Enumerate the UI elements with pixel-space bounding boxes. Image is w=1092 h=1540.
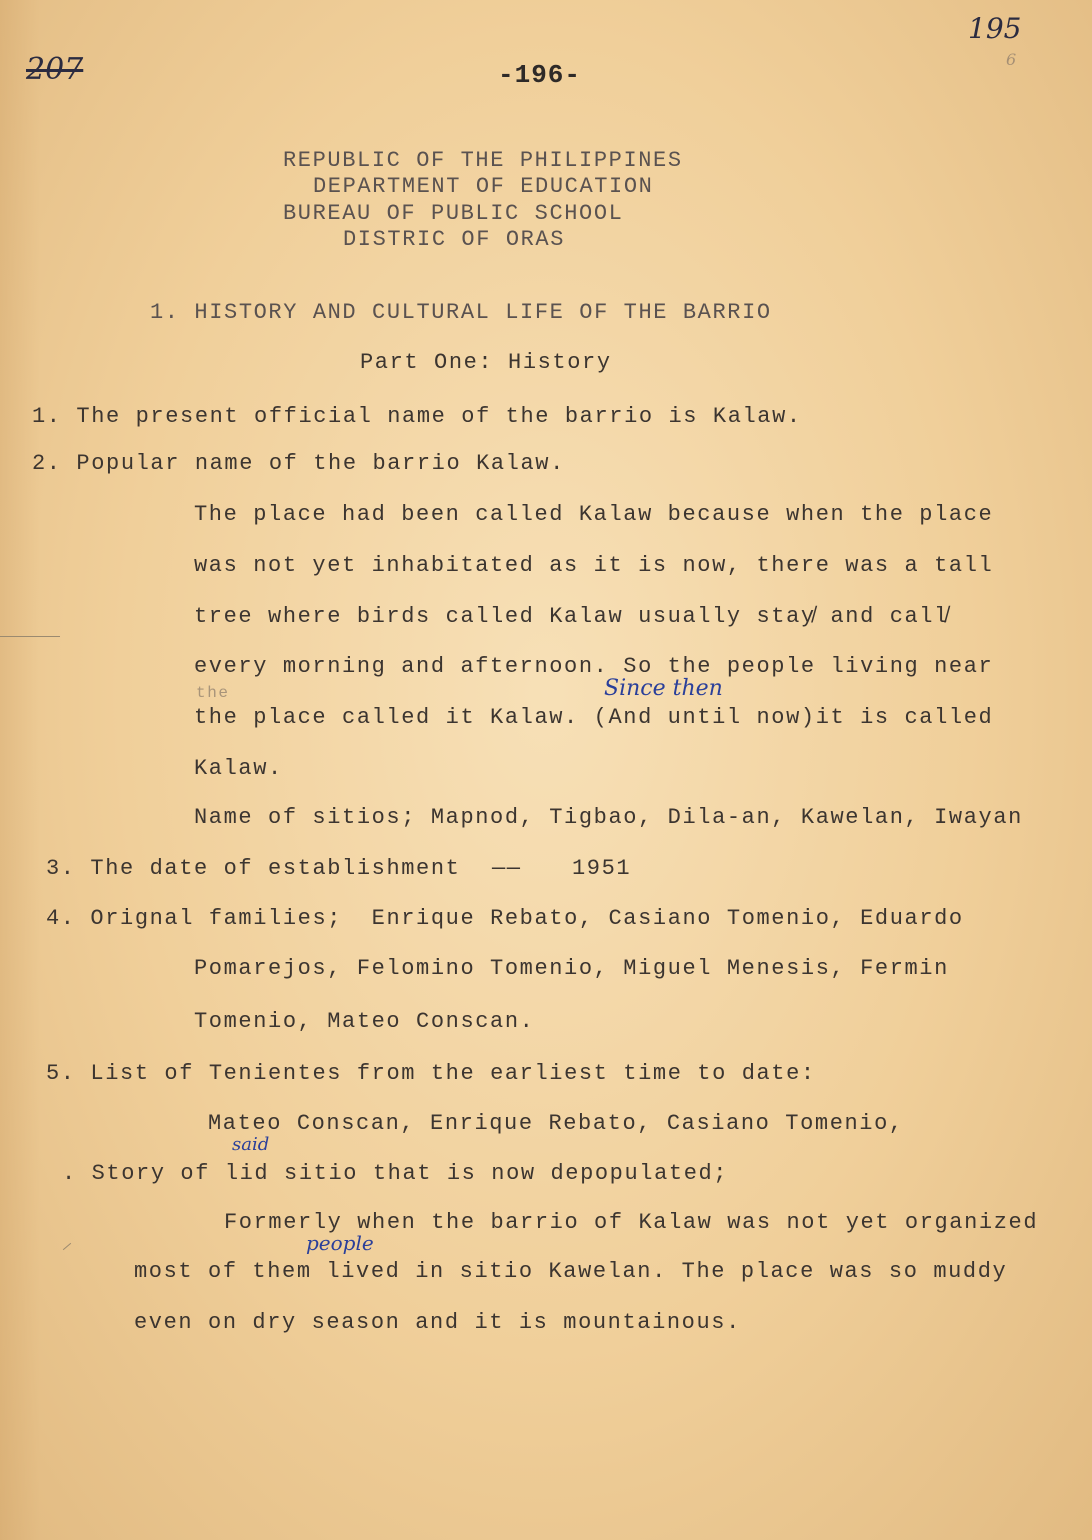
item-3-dash: —— (492, 856, 522, 881)
para1-line-1: The place had been called Kalaw because when the place (194, 502, 994, 527)
item-4-line-2: Pomarejos, Felomino Tomenio, Miguel Menesis, Fermin (194, 956, 949, 981)
item-1: 1. The present official name of the barrio is Kalaw. (32, 404, 802, 429)
header-line-4: DISTRIC OF ORAS (343, 227, 566, 252)
para2-line-3: even on dry season and it is mountainous. (134, 1310, 741, 1335)
para1-margin-note: the (196, 684, 230, 702)
item-4-line-1: 4. Orignal families; Enrique Rebato, Casiano Tomenio, Eduardo (46, 906, 964, 931)
item-3-value: 1951 (572, 856, 632, 881)
header-line-3: BUREAU OF PUBLIC SCHOOL (283, 201, 624, 226)
para1-line-3: tree where birds called Kalaw usually stay̸ and call̸ (194, 604, 949, 629)
item-2: 2. Popular name of the barrio Kalaw. (32, 451, 565, 476)
para1-line-2: was not yet inhabitated as it is now, there was a tall (194, 553, 994, 578)
para1-line-5: the place called it Kalaw. (And until now)it is called (194, 705, 994, 730)
para2-line-1: Formerly when the barrio of Kalaw was not yet organized (224, 1210, 1039, 1235)
old-page-number: 207 (26, 52, 84, 87)
para2-handwritten-insert: people (306, 1231, 374, 1255)
para2-line-2: most of them lived in sitio Kawelan. The place was so muddy (134, 1259, 1008, 1284)
item-6-handwritten-insert: said (232, 1134, 270, 1155)
part-title: Part One: History (360, 350, 612, 375)
item-3-label: 3. The date of establishment (46, 856, 461, 881)
sitios-line: Name of sitios; Mapnod, Tigbao, Dila-an, Kawelan, Iwayan (194, 805, 1023, 830)
header-line-2: DEPARTMENT OF EDUCATION (313, 174, 654, 199)
corner-mark: 6 (1006, 50, 1017, 69)
item-6: . Story of lid sitio that is now depopulated; (62, 1161, 729, 1186)
left-edge-tick (63, 1243, 71, 1250)
corner-page-number: 195 (968, 12, 1022, 45)
item-5-names: Mateo Conscan, Enrique Rebato, Casiano Tomenio, (208, 1111, 904, 1136)
item-4-line-3: Tomenio, Mateo Conscan. (194, 1009, 535, 1034)
header-line-1: REPUBLIC OF THE PHILIPPINES (283, 148, 683, 173)
para1-handwritten-insert: Since then (604, 676, 723, 701)
para1-line-4: every morning and afternoon. So the people living near (194, 654, 994, 679)
page-number: -196- (498, 60, 582, 90)
left-edge-mark (0, 636, 60, 637)
section-title: 1. HISTORY AND CULTURAL LIFE OF THE BARRIO (150, 300, 772, 325)
item-5: 5. List of Tenientes from the earliest time to date: (46, 1061, 816, 1086)
para1-line-6: Kalaw. (194, 756, 283, 781)
